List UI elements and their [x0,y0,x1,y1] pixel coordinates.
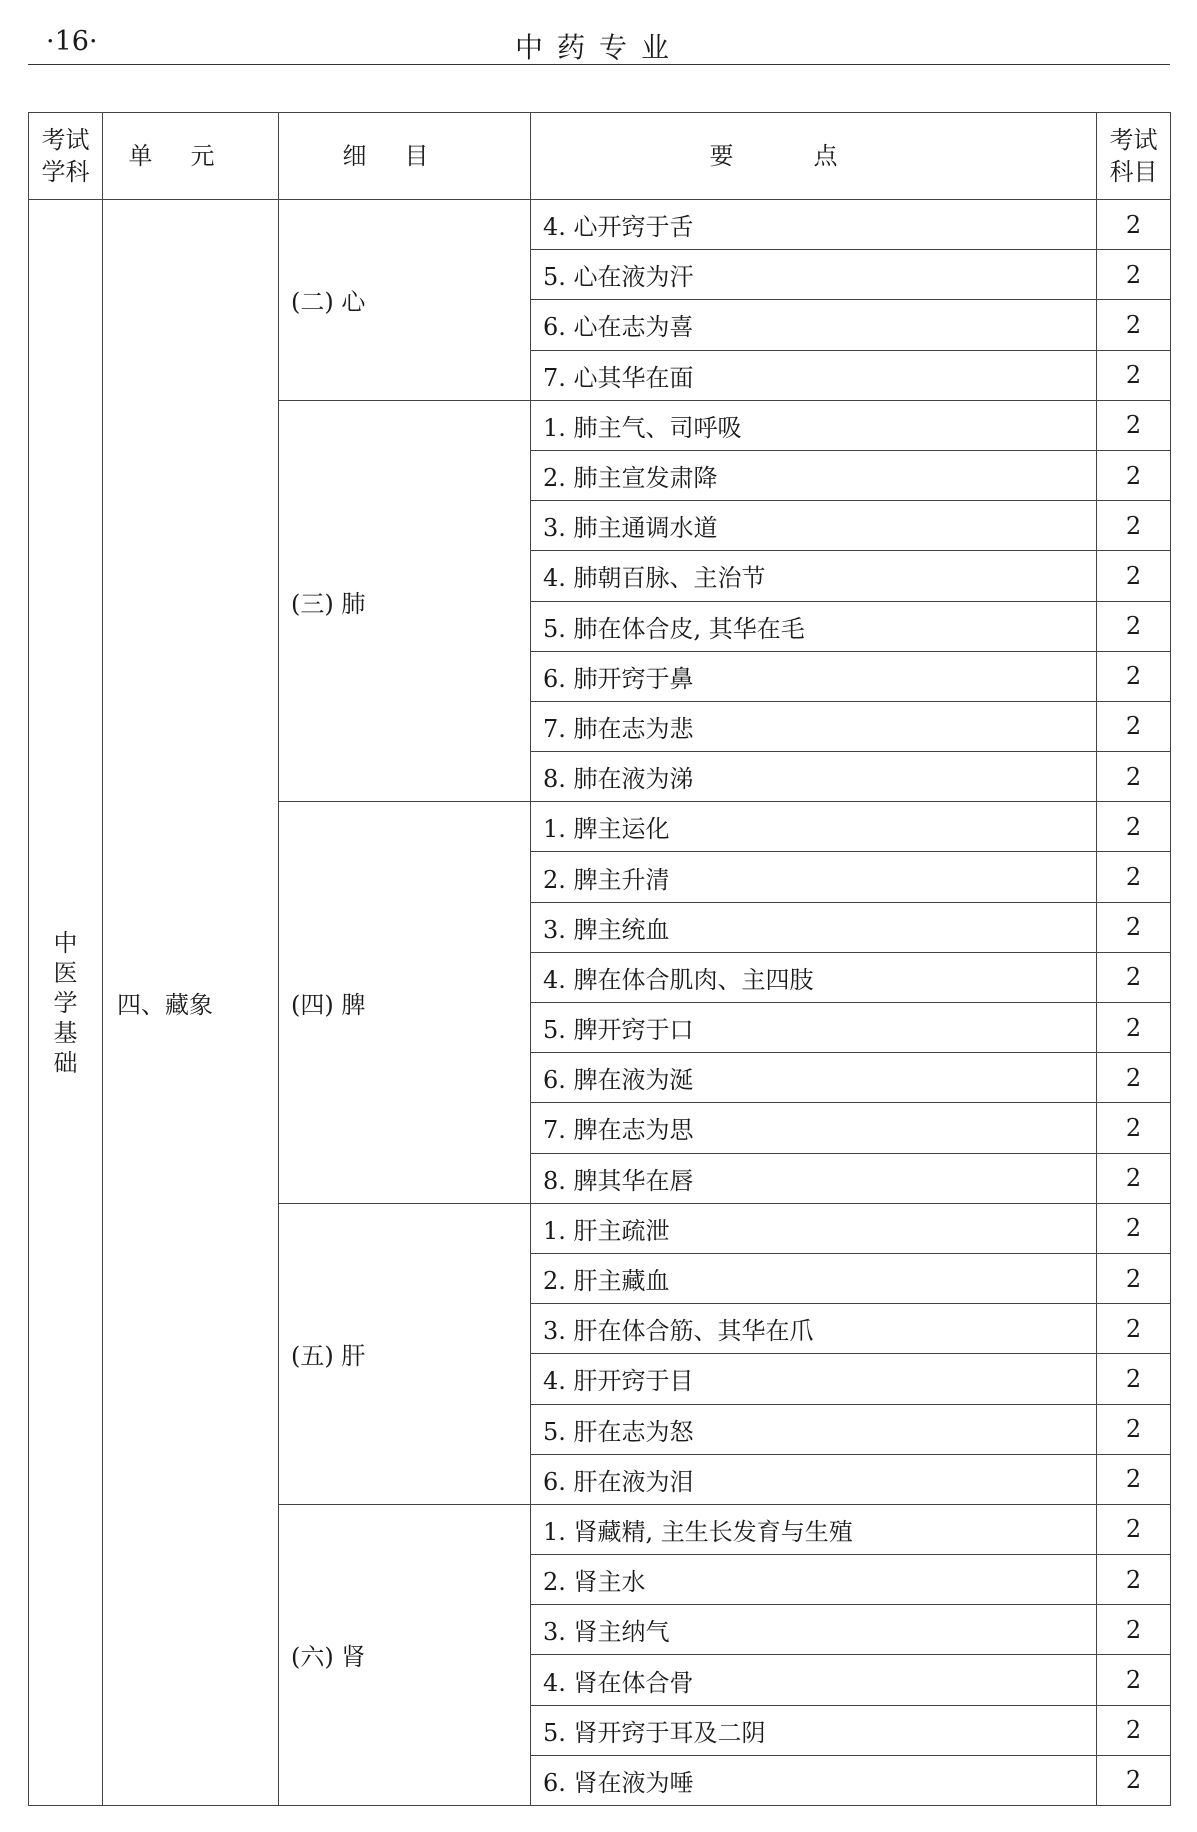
detail-cell: (六) 肾 [279,1504,531,1805]
point-cell: 5. 肾开窍于耳及二阴 [531,1705,1097,1755]
score-cell: 2 [1097,601,1171,651]
col-header-detail: 细目 [279,113,531,200]
table-body [29,200,1171,1806]
score-cell: 2 [1097,651,1171,701]
point-cell: 1. 肾藏精, 主生长发育与生殖 [531,1504,1097,1554]
score-cell: 2 [1097,1153,1171,1203]
subject-text: 中医学基础 [53,928,78,1077]
point-cell: 1. 肝主疏泄 [531,1203,1097,1253]
point-cell: 8. 脾其华在唇 [531,1153,1097,1203]
score-cell: 2 [1097,752,1171,802]
score-cell: 2 [1097,1655,1171,1705]
score-cell: 2 [1097,1304,1171,1354]
score-cell: 2 [1097,300,1171,350]
score-cell: 2 [1097,1555,1171,1605]
score-cell: 2 [1097,501,1171,551]
score-cell: 2 [1097,1705,1171,1755]
point-cell: 2. 肺主宣发肃降 [531,450,1097,500]
point-cell: 4. 肾在体合骨 [531,1655,1097,1705]
point-cell: 6. 肾在液为唾 [531,1755,1097,1805]
col-header-point: 要点 [531,113,1097,200]
score-cell: 2 [1097,802,1171,852]
point-cell: 4. 肝开窍于目 [531,1354,1097,1404]
point-cell: 6. 脾在液为涎 [531,1053,1097,1103]
point-cell: 7. 心其华在面 [531,350,1097,400]
point-cell: 6. 肺开窍于鼻 [531,651,1097,701]
score-cell: 2 [1097,852,1171,902]
point-cell: 6. 肝在液为泪 [531,1454,1097,1504]
point-cell: 3. 肝在体合筋、其华在爪 [531,1304,1097,1354]
table-row [29,200,1171,250]
score-cell: 2 [1097,902,1171,952]
header-rule [28,64,1170,65]
score-cell: 2 [1097,551,1171,601]
detail-cell: (五) 肝 [279,1203,531,1504]
score-cell: 2 [1097,1103,1171,1153]
score-cell: 2 [1097,952,1171,1002]
point-cell: 8. 肺在液为涕 [531,752,1097,802]
score-cell: 2 [1097,1053,1171,1103]
point-cell: 2. 脾主升清 [531,852,1097,902]
point-cell: 3. 肾主纳气 [531,1605,1097,1655]
point-cell: 5. 肝在志为怒 [531,1404,1097,1454]
score-cell: 2 [1097,350,1171,400]
point-cell: 4. 肺朝百脉、主治节 [531,551,1097,601]
point-cell: 1. 脾主运化 [531,802,1097,852]
syllabus-table [28,112,1171,1806]
unit-cell: 四、藏象 [103,200,279,1806]
point-cell: 4. 心开窍于舌 [531,200,1097,250]
table-header-row [29,113,1171,200]
running-title: 中药专业 [514,31,683,64]
col-header-unit: 单元 [103,113,279,200]
point-cell: 3. 脾主统血 [531,902,1097,952]
subject-cell [29,200,103,1806]
score-cell: 2 [1097,1605,1171,1655]
detail-cell: (四) 脾 [279,802,531,1204]
point-cell: 2. 肝主藏血 [531,1253,1097,1303]
score-cell: 2 [1097,200,1171,250]
score-cell: 2 [1097,1404,1171,1454]
col-header-score: 考试科目 [1097,113,1171,200]
score-cell: 2 [1097,1504,1171,1554]
score-cell: 2 [1097,1203,1171,1253]
score-cell: 2 [1097,1003,1171,1053]
point-cell: 1. 肺主气、司呼吸 [531,400,1097,450]
point-cell: 6. 心在志为喜 [531,300,1097,350]
point-cell: 5. 心在液为汗 [531,250,1097,300]
point-cell: 2. 肾主水 [531,1555,1097,1605]
detail-cell: (二) 心 [279,200,531,401]
score-cell: 2 [1097,450,1171,500]
score-cell: 2 [1097,1454,1171,1504]
point-cell: 5. 脾开窍于口 [531,1003,1097,1053]
point-cell: 4. 脾在体合肌肉、主四肢 [531,952,1097,1002]
score-cell: 2 [1097,1354,1171,1404]
point-cell: 5. 肺在体合皮, 其华在毛 [531,601,1097,651]
point-cell: 7. 脾在志为思 [531,1103,1097,1153]
col-header-subject: 考试学科 [29,113,103,200]
page-number: ·16· [46,26,98,57]
point-cell: 3. 肺主通调水道 [531,501,1097,551]
point-cell: 7. 肺在志为悲 [531,701,1097,751]
score-cell: 2 [1097,1253,1171,1303]
detail-cell: (三) 肺 [279,400,531,802]
score-cell: 2 [1097,400,1171,450]
score-cell: 2 [1097,1755,1171,1805]
score-cell: 2 [1097,250,1171,300]
page-header [28,18,1170,64]
score-cell: 2 [1097,701,1171,751]
